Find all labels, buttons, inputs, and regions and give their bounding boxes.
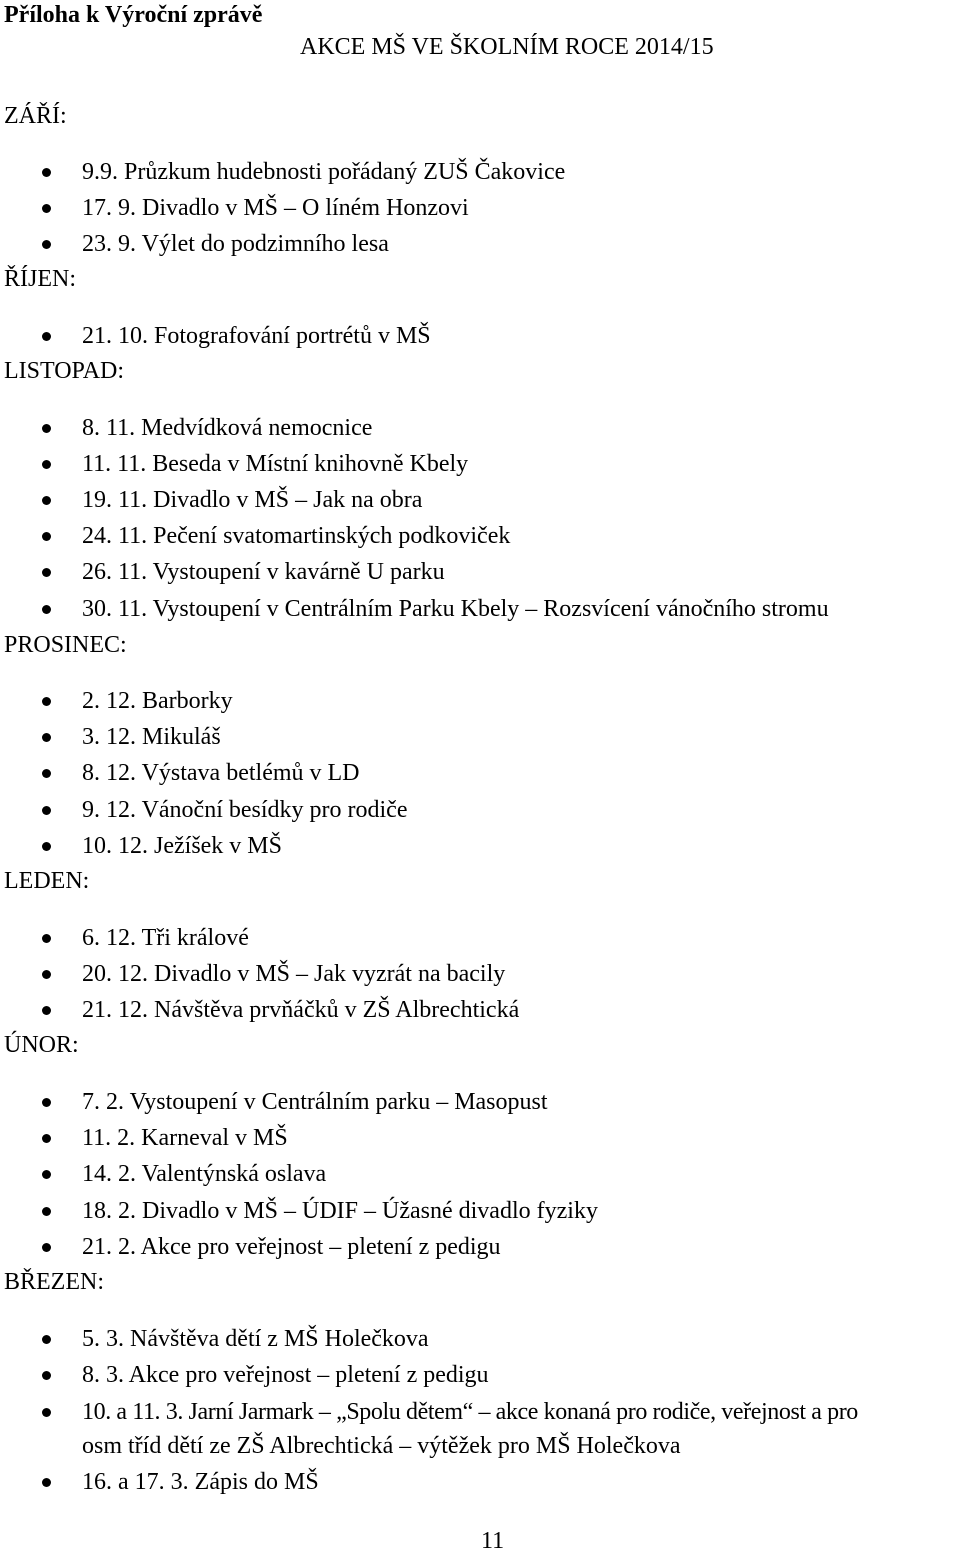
list-item: 24. 11. Pečení svatomartinských podkoviček <box>82 523 511 549</box>
list-item: 11. 2. Karneval v MŠ <box>82 1125 288 1151</box>
bullet-icon <box>42 1408 51 1417</box>
list-item: 21. 2. Akce pro veřejnost – pletení z pedigu <box>82 1234 501 1260</box>
bullet-icon <box>42 1134 51 1143</box>
bullet-icon <box>42 460 51 469</box>
bullet-icon <box>42 496 51 505</box>
section-heading-listopad: LISTOPAD: <box>4 358 125 384</box>
list-item: 9.9. Průzkum hudebnosti pořádaný ZUŠ Čakovice <box>82 159 566 185</box>
bullet-icon <box>42 1098 51 1107</box>
bullet-icon <box>42 1170 51 1179</box>
list-item: 2. 12. Barborky <box>82 688 233 714</box>
list-item: 21. 12. Návštěva prvňáčků v ZŠ Albrechtická <box>82 997 520 1023</box>
list-item: 30. 11. Vystoupení v Centrálním Parku Kbely – Rozsvícení vánočního stromu <box>82 596 829 622</box>
list-item: 10. a 11. 3. Jarní Jarmark – „Spolu dětem“ – akce konaná pro rodiče, veřejnost a pro <box>82 1399 858 1425</box>
list-item: 23. 9. Výlet do podzimního lesa <box>82 231 389 257</box>
list-item: 5. 3. Návštěva dětí z MŠ Holečkova <box>82 1326 429 1352</box>
section-heading-zari: ZÁŘÍ: <box>4 103 67 129</box>
list-item: 8. 12. Výstava betlémů v LD <box>82 760 360 786</box>
list-item: 9. 12. Vánoční besídky pro rodiče <box>82 797 408 823</box>
bullet-icon <box>42 1006 51 1015</box>
section-heading-leden: LEDEN: <box>4 868 90 894</box>
list-item: 3. 12. Mikuláš <box>82 724 221 750</box>
bullet-icon <box>42 769 51 778</box>
bullet-icon <box>42 1335 51 1344</box>
bullet-icon <box>42 332 51 341</box>
bullet-icon <box>42 168 51 177</box>
bullet-icon <box>42 240 51 249</box>
section-heading-prosinec: PROSINEC: <box>4 632 127 658</box>
section-heading-unor: ÚNOR: <box>4 1032 79 1058</box>
bullet-icon <box>42 532 51 541</box>
list-item: 11. 11. Beseda v Místní knihovně Kbely <box>82 451 469 477</box>
bullet-icon <box>42 970 51 979</box>
list-item: 8. 3. Akce pro veřejnost – pletení z pedigu <box>82 1362 489 1388</box>
bullet-icon <box>42 842 51 851</box>
list-item: 16. a 17. 3. Zápis do MŠ <box>82 1469 319 1495</box>
list-item: 10. 12. Ježíšek v MŠ <box>82 833 282 859</box>
bullet-icon <box>42 605 51 614</box>
bullet-icon <box>42 1371 51 1380</box>
header-note: Příloha k Výroční zprávě <box>4 2 263 28</box>
bullet-icon <box>42 424 51 433</box>
list-item: 7. 2. Vystoupení v Centrálním parku – Masopust <box>82 1089 548 1115</box>
bullet-icon <box>42 1478 51 1487</box>
section-heading-brezen: BŘEZEN: <box>4 1269 104 1295</box>
list-item-continuation: osm tříd dětí ze ZŠ Albrechtická – výtěžek pro MŠ Holečkova <box>82 1433 681 1459</box>
page-title: AKCE MŠ VE ŠKOLNÍM ROCE 2014/15 <box>300 34 714 60</box>
bullet-icon <box>42 697 51 706</box>
list-item: 8. 11. Medvídková nemocnice <box>82 415 373 441</box>
section-heading-rijen: ŘÍJEN: <box>4 266 76 292</box>
list-item: 21. 10. Fotografování portrétů v MŠ <box>82 323 431 349</box>
list-item: 19. 11. Divadlo v MŠ – Jak na obra <box>82 487 423 513</box>
list-item: 17. 9. Divadlo v MŠ – O líném Honzovi <box>82 195 469 221</box>
bullet-icon <box>42 806 51 815</box>
list-item: 18. 2. Divadlo v MŠ – ÚDIF – Úžasné divadlo fyziky <box>82 1198 598 1224</box>
list-item: 20. 12. Divadlo v MŠ – Jak vyzrát na bacily <box>82 961 506 987</box>
bullet-icon <box>42 733 51 742</box>
page-number: 11 <box>481 1528 505 1554</box>
list-item: 6. 12. Tři králové <box>82 925 249 951</box>
list-item: 14. 2. Valentýnská oslava <box>82 1161 327 1187</box>
bullet-icon <box>42 1243 51 1252</box>
bullet-icon <box>42 568 51 577</box>
list-item: 26. 11. Vystoupení v kavárně U parku <box>82 559 445 585</box>
bullet-icon <box>42 1207 51 1216</box>
bullet-icon <box>42 204 51 213</box>
bullet-icon <box>42 934 51 943</box>
